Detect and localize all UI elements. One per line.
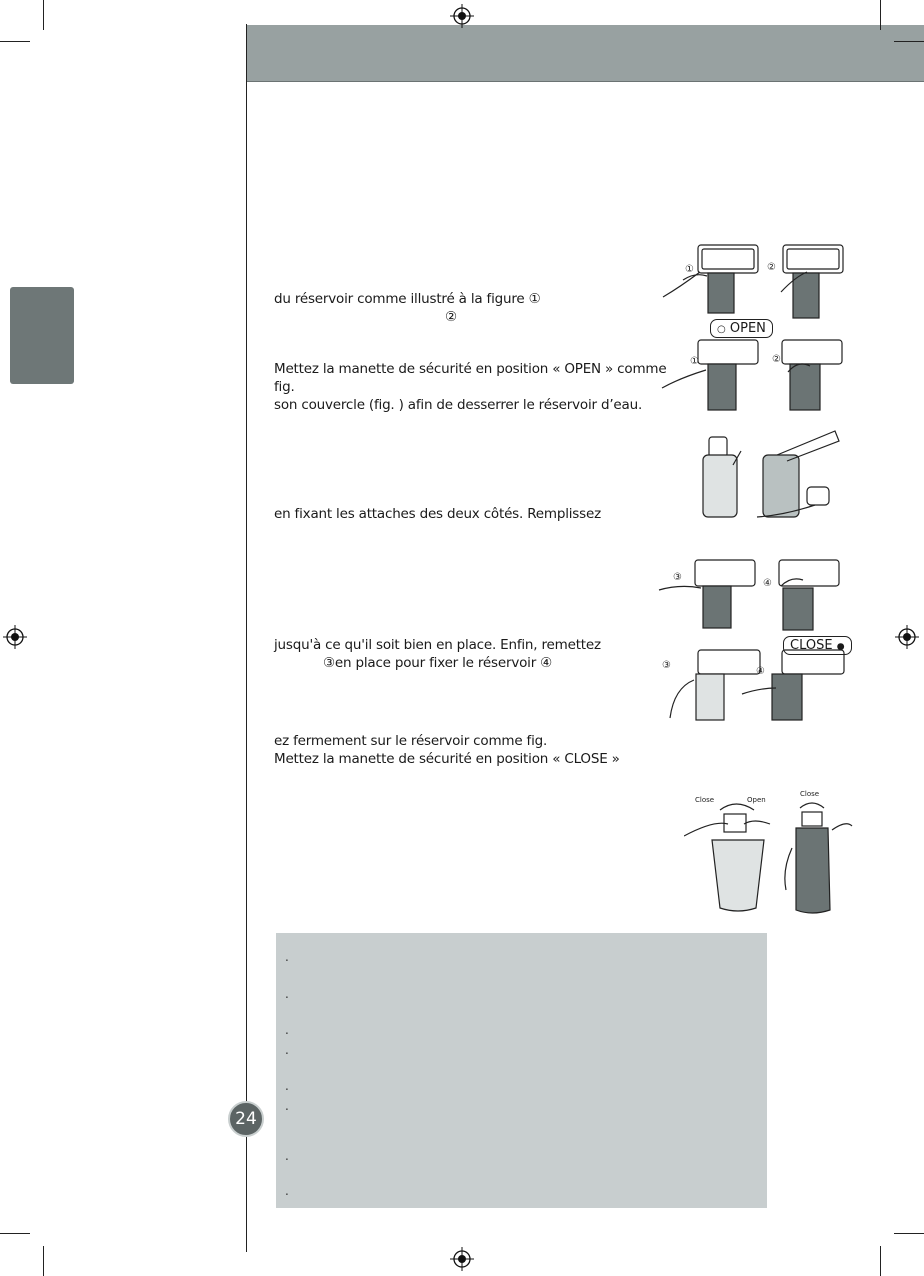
- step-1-label: ①: [685, 264, 694, 275]
- figure-reinstall-tank: [655, 558, 855, 632]
- crop-mark: [43, 0, 44, 30]
- instruction-line: en fixant les attaches des deux côtés. Remplissez: [274, 506, 601, 522]
- step-4-label: ④: [763, 578, 772, 589]
- section-tab: [10, 287, 74, 384]
- header-bar: [247, 25, 924, 81]
- registration-mark-icon: [450, 4, 474, 28]
- instruction-line: jusqu'à ce qu'il soit bien en place. Enfin, remettez: [274, 637, 601, 653]
- registration-mark-icon: [450, 1247, 474, 1271]
- note-bullet: .: [285, 1079, 289, 1093]
- note-bullet: .: [285, 1099, 289, 1113]
- header-divider: [247, 81, 924, 82]
- note-bullet: .: [285, 1149, 289, 1163]
- step-2-label: ②: [772, 354, 781, 365]
- crop-mark: [0, 1233, 30, 1234]
- close-label: CLOSE ●: [783, 636, 852, 655]
- instruction-line: son couvercle (fig. ) afin de desserrer le réservoir d’eau.: [274, 397, 643, 413]
- crop-mark: [894, 41, 924, 42]
- crop-mark: [0, 41, 30, 42]
- instruction-line: fig.: [274, 379, 295, 395]
- crop-mark: [880, 1246, 881, 1276]
- figure-close-position: [660, 648, 855, 722]
- instruction-line: Mettez la manette de sécurité en position « OPEN » comme: [274, 361, 667, 377]
- note-bullet: .: [285, 950, 289, 964]
- dial-close-label: Close: [800, 790, 820, 798]
- step-4-label: ④: [756, 666, 765, 677]
- open-label: ○ OPEN: [710, 319, 773, 338]
- instruction-line: Mettez la manette de sécurité en position « CLOSE »: [274, 751, 620, 767]
- registration-mark-icon: [895, 625, 919, 649]
- crop-mark: [894, 1233, 924, 1234]
- step-1-label: ①: [690, 356, 699, 367]
- figure-fill-tank: [695, 425, 845, 525]
- figure-open-position: [660, 338, 855, 412]
- instruction-line: ez fermement sur le réservoir comme fig.: [274, 733, 548, 749]
- page-number: 24: [228, 1101, 264, 1137]
- figure-dial-lock: [684, 800, 854, 915]
- registration-mark-icon: [3, 625, 27, 649]
- instruction-line: ③en place pour fixer le réservoir ④: [323, 655, 553, 671]
- instruction-line: ②: [445, 309, 457, 325]
- note-bullet: .: [285, 1043, 289, 1057]
- crop-mark: [880, 0, 881, 30]
- step-2-label: ②: [767, 262, 776, 273]
- figure-remove-cover: [655, 242, 855, 326]
- column-divider: [246, 24, 247, 1252]
- dial-close-label: Close: [695, 796, 715, 804]
- step-3-label: ③: [673, 572, 682, 583]
- note-bullet: .: [285, 1023, 289, 1037]
- crop-mark: [43, 1246, 44, 1276]
- note-bullet: .: [285, 1184, 289, 1198]
- note-bullet: .: [285, 987, 289, 1001]
- step-3-label: ③: [662, 660, 671, 671]
- instruction-line: du réservoir comme illustré à la figure ①: [274, 291, 541, 307]
- note-box: [276, 933, 767, 1208]
- dial-open-label: Open: [747, 796, 766, 804]
